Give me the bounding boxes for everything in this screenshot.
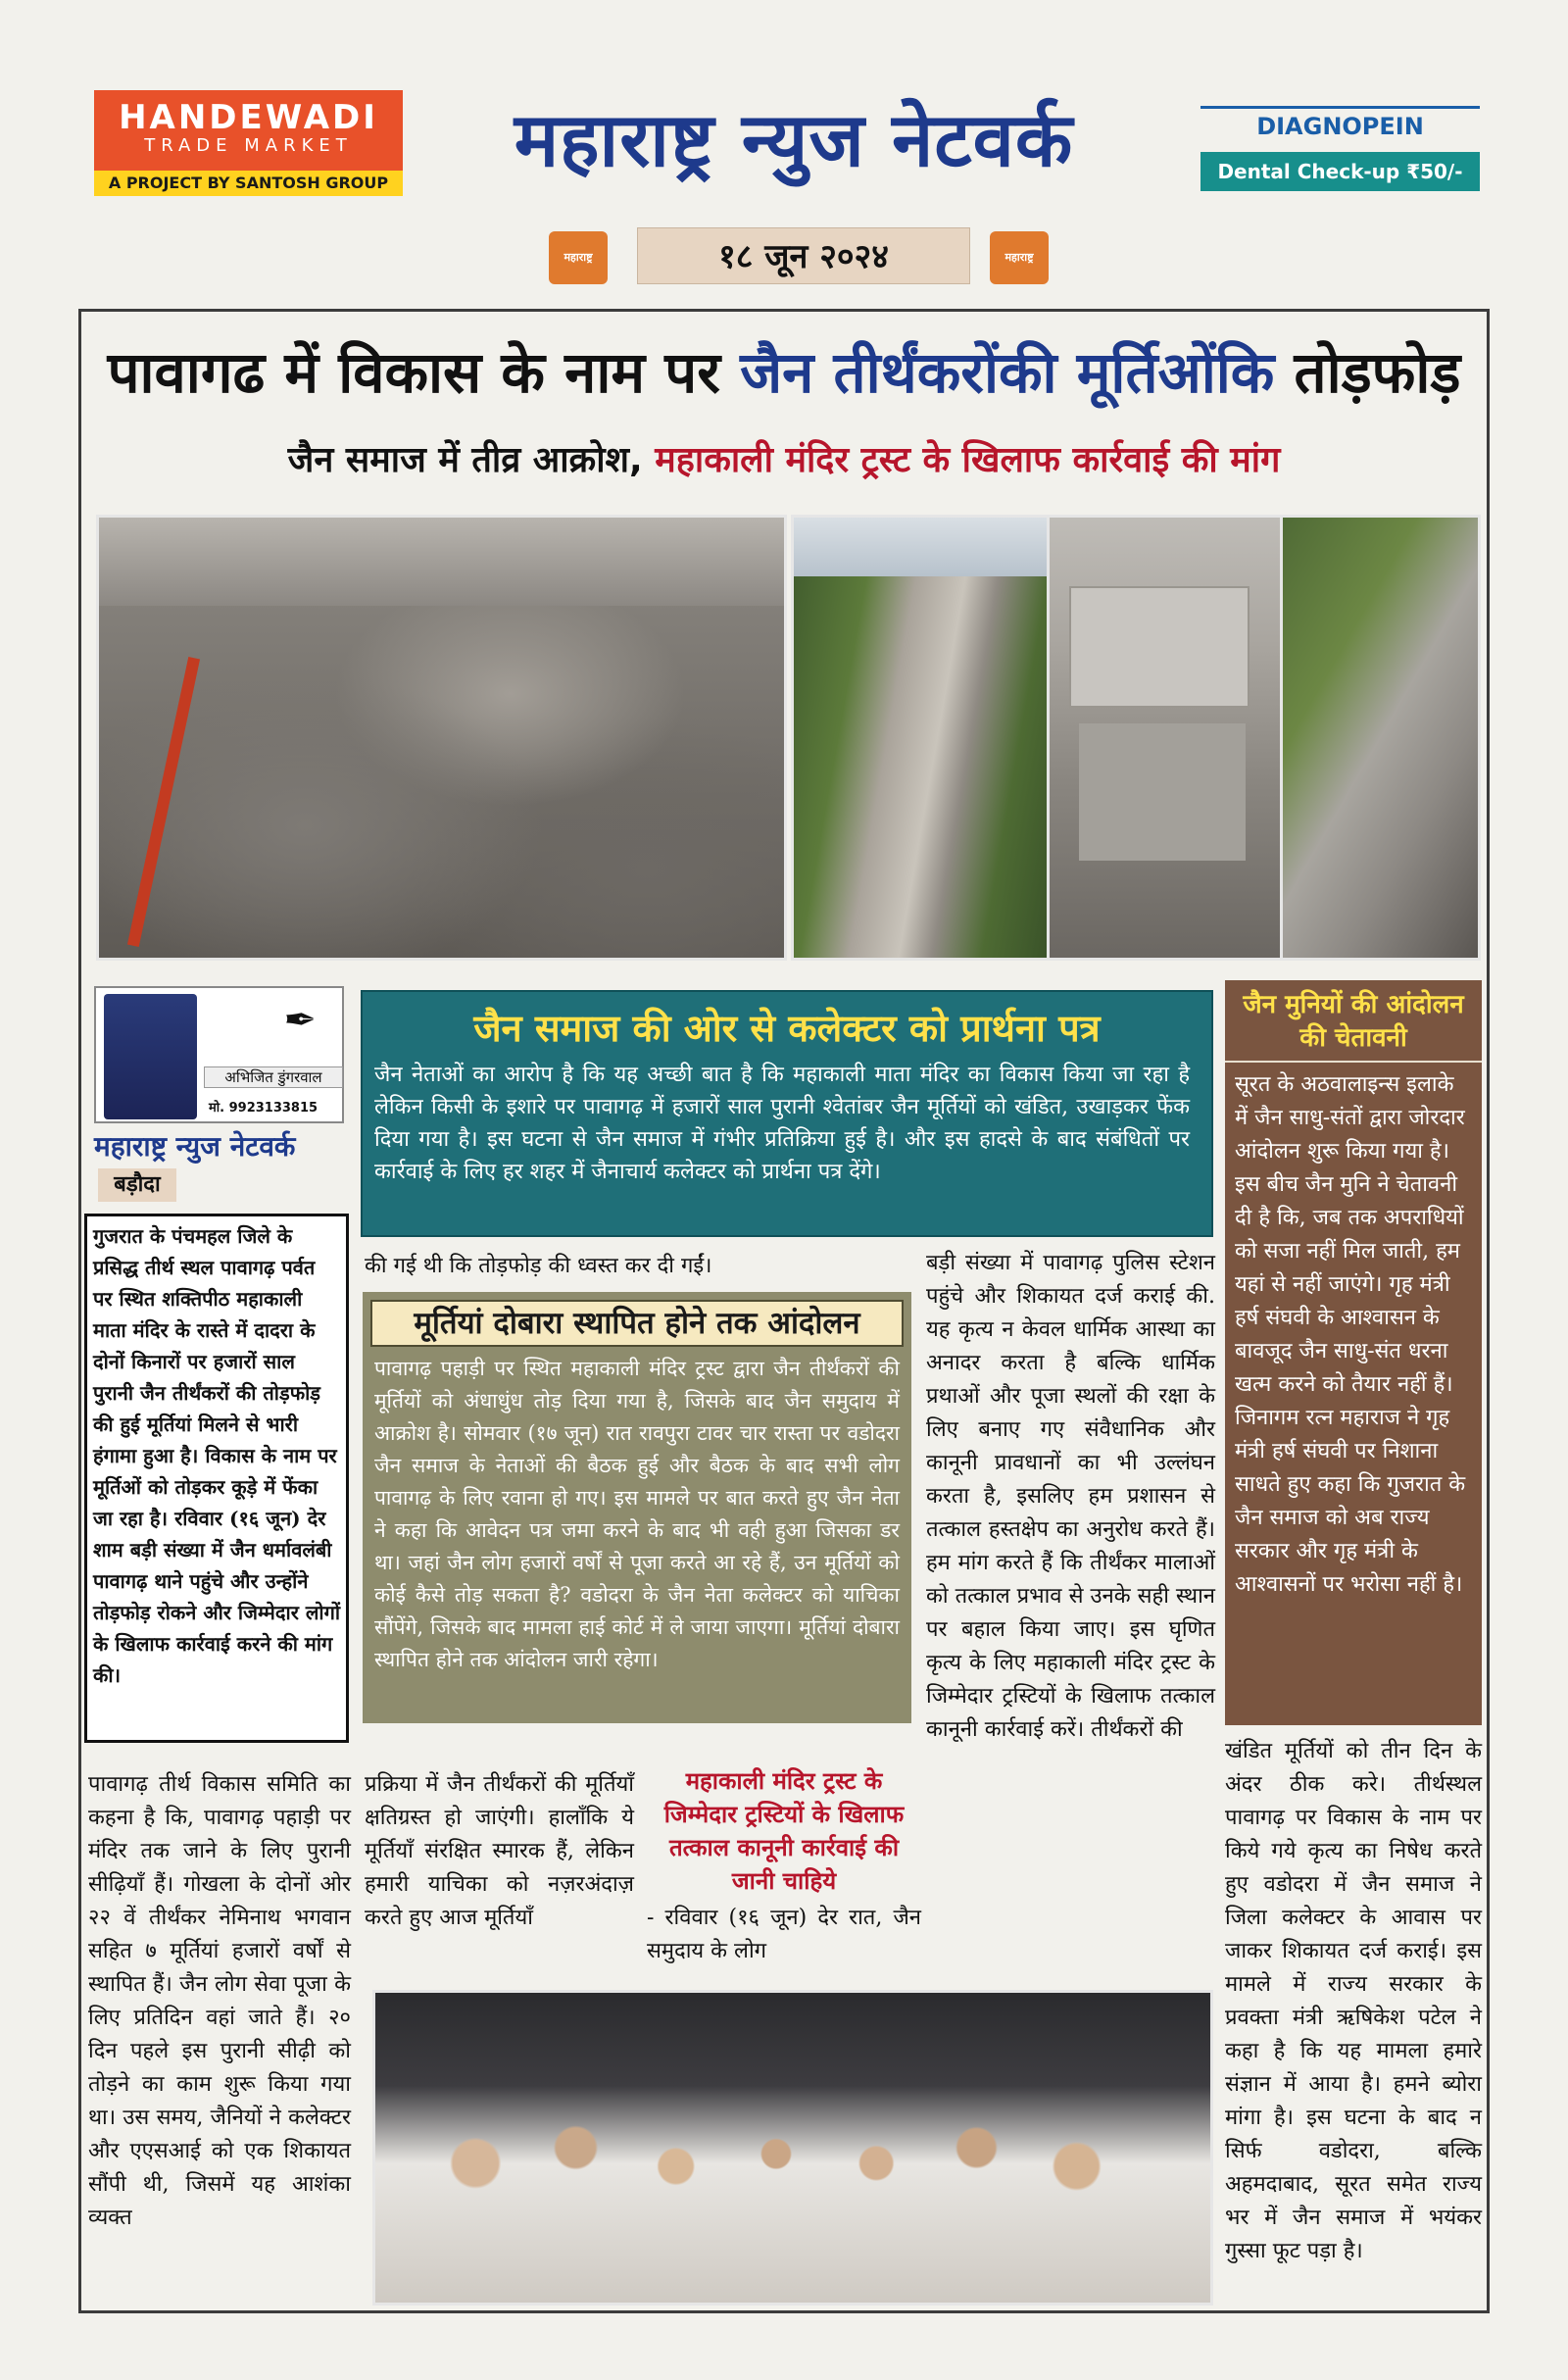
photo-jain-community-gathering: [372, 1990, 1213, 2306]
newspaper-logo-left: महाराष्ट्र: [549, 231, 608, 284]
box-body: सूरत के अठवालाइन्स इलाके में जैन साधु-संतों द्वारा जोरदार आंदोलन शुरू किया गया है। इस बीच जैन मुनि ने चेतावनी दी है कि, जब तक अपराधियों को सजा नहीं मिल जाती, हम यहां से नहीं जाएंगे। गृह मंत्री हर्ष संघवी के आश्वासन के बावजूद जैन साधु-संत धरना खत्म करने को तैयार नहीं हैं। जिनागम रत्न महाराज ने गृह मंत्री हर्ष संघवी पर निशाना साधते हुए कहा कि गुजरात के जैन समाज को अब राज्य सरकार और गृह मंत्री के आश्वासनों पर भरोसा नहीं है।: [1235, 1072, 1466, 1597]
handewadi-ad[interactable]: [94, 90, 403, 196]
headline-part2: जैन तीर्थंकरोंकी मूर्तिओंकि: [740, 339, 1275, 406]
trustee-action-heading: महाकाली मंदिर ट्रस्ट के जिम्मेदार ट्रस्टियों के खिलाफ तत्काल कानूनी कार्रवाई की जानी चाहिये: [663, 1767, 905, 1895]
photo-broken-stones: [96, 515, 787, 961]
author-card: [94, 986, 344, 1123]
collector-petition-box: [361, 990, 1213, 1237]
headline: [88, 333, 1480, 412]
ad-brand: HANDEWADI: [119, 98, 378, 137]
headline-part3: तोड़फोड़: [1274, 339, 1461, 406]
diagnopein-ad[interactable]: [1200, 106, 1480, 192]
pen-nib-icon: ✒: [283, 998, 317, 1043]
box-body: जैन नेताओं का आरोप है कि यह अच्छी बात है कि महाकाली माता मंदिर का विकास किया जा रहा है लेकिन किसी के इशारे पर पावागढ़ में हजारों साल पुरानी श्वेतांबर जैन मूर्तियों को खंडित, उखाड़कर फेंक दिया गया है। इस घटना से जैन समाज में गंभीर प्रतिक्रिया हुई है। और इस हादसे के बाद संबंधितों पर कार्रवाई के लिए हर शहर में जैनाचार्य कलेक्टर को प्रार्थना पत्र देंगे।: [374, 1063, 1190, 1184]
column-1-bottom: पावागढ़ तीर्थ विकास समिति का कहना है कि, पावागढ़ पहाड़ी पर मंदिर तक जाने के लिए पुरानी सीढ़ियाँ हैं। गोखला के दोनों ओर २२ वें तीर्थंकर नेमिनाथ भगवान सहित ७ मूर्तियां हजारों वर्षों से स्थापित हैं। जैन लोग सेवा पूजा के लिए प्रतिदिन वहां जाते हैं। २० दिन पहले इस पुरानी सीढ़ी को तोड़ने का काम शुरू किया गया था। उस समय, जैनियों ने कलेक्टर और एएसआई को एक शिकायत सौंपी थी, जिसमें यह आशंका व्यक्त: [88, 1772, 351, 2230]
intro-text: गुजरात के पंचमहल जिले के प्रसिद्ध तीर्थ स्थल पावागढ़ पर्वत पर स्थित शक्तिपीठ महाकाली माता मंदिर के रास्ते में दादरा के दोनों किनारों पर हजारों साल पुरानी जैन तीर्थंकरों की तोड़फोड़ की हुई मूर्तियां मिलने से भारी हंगामा हुआ है। विकास के नाम पर मूर्तिओं को तोड़कर कूड़े में फेंका जा रहा है। रविवार (१६ जून) देर शाम बड़ी संख्या में जैन धर्मावलंबी पावागढ़ थाने पहुंचे और उन्होंने तोड़फोड़ रोकने और जिम्मेदार लोगों के खिलाफ कार्रवाई करने की मांग की।: [93, 1224, 341, 1687]
city-tag: बड़ौदा: [98, 1168, 176, 1202]
subhead-part1: जैन समाज में तीव्र आक्रोश,: [287, 440, 656, 480]
subhead-part2: महाकाली मंदिर ट्रस्ट के खिलाफ कार्रवाई की मांग: [655, 440, 1281, 480]
column-4-bottom: खंडित मूर्तियों को तीन दिन के अंदर ठीक करे। तीर्थस्थल पावागढ़ पर विकास के नाम पर किये गये कृत्य का निषेध करते हुए वडोदरा में जैन समाज ने जिला कलेक्टर के आवास पर जाकर शिकायत दर्ज कराई। इस मामले में राज्य सरकार के प्रवक्ता मंत्री ऋषिकेश पटेल ने कहा है कि यह मामला हमारे संज्ञान में आया है। हमने ब्योरा मांगा है। इस घटना के बाद न सिर्फ वडोदरा, बल्कि अहमदाबाद, सूरत समेत राज्य भर में जैन समाज में भयंकर गुस्सा फूट पड़ा है।: [1225, 1739, 1482, 2263]
issue-date: १८ जून २०२४: [637, 227, 970, 284]
box-title: जैन समाज की ओर से कलेक्टर को प्रार्थना पत्र: [473, 1007, 1101, 1050]
monks-warning-box: [1225, 980, 1482, 1725]
ad-sub: TRADE MARKET: [144, 135, 353, 156]
column-3-top: बड़ी संख्या में पावागढ़ पुलिस स्टेशन पहुंचे और शिकायत दर्ज कराई की. यह कृत्य न केवल धार्मिक आस्था का अनादर करता है बल्कि धार्मिक प्रथाओं और पूजा स्थलों की रक्षा के लिए बनाए गए संवैधानिक और कानूनी प्रावधानों का भी उल्लंघन करता है, इसलिए हम प्रशासन से तत्काल हस्तक्षेप का अनुरोध करते हैं। हम मांग करते हैं कि तीर्थंकर मालाओं को तत्काल प्रभाव से उनके सही स्थान पर बहाल किया जाए। इस घृणित कृत्य के लिए महाकाली मंदिर ट्रस्ट के जिम्मेदार ट्रस्टियों के खिलाफ तत्काल कानूनी कार्रवाई करें। तीर्थंकरों की: [926, 1251, 1215, 1742]
author-name: अभिजित डुंगरवाल: [204, 1066, 343, 1088]
ad-brand: DIAGNOPEIN: [1200, 106, 1480, 140]
newspaper-logo-right: महाराष्ट्र: [990, 231, 1049, 284]
author-photo: [104, 994, 197, 1119]
masthead-title: महाराष्ट्र न्युज नेटवर्क: [514, 96, 1074, 183]
photo-stairway: [791, 515, 1051, 961]
subheadline: [88, 431, 1480, 490]
ad-tag: A PROJECT BY SANTOSH GROUP: [94, 171, 403, 196]
reinstall-protest-box: [363, 1292, 911, 1723]
column-2-bottom: प्रक्रिया में जैन तीर्थंकरों की मूर्तियाँ क्षतिग्रस्त हो जाएंगी। हालाँकि ये मूर्तियाँ संरक्षित स्मारक हैं, लेकिन हमारी याचिका को नज़रअंदाज़ करते हुए आज मूर्तियाँ: [365, 1772, 634, 1930]
photo-hillside-steps: [1280, 515, 1481, 961]
box-title: मूर्तियां दोबारा स्थापित होने तक आंदोलन: [370, 1300, 904, 1347]
headline-part1: पावागढ में विकास के नाम पर: [107, 339, 741, 406]
author-mobile: मो. 9923133815: [209, 1101, 318, 1116]
column-2-top: की गई थी कि तोड़फोड़ की ध्वस्त कर दी गईं।: [365, 1254, 712, 1278]
ad-offer: Dental Check-up ₹50/-: [1200, 152, 1480, 191]
photo-idol-fragments: [1047, 515, 1284, 961]
box-body: पावागढ़ पहाड़ी पर स्थित महाकाली मंदिर ट्रस्ट द्वारा जैन तीर्थंकरों की मूर्तियों को अंधाधुंध तोड़ दिया गया है, जिसके बाद जैन समुदाय में आक्रोश है। सोमवार (१७ जून) रात रावपुरा टावर चार रास्ता पर वडोदरा जैन समाज के नेताओं की बैठक हुई और बैठक के बाद सभी लोग पावागढ़ के लिए रवाना हो गए। इस मामले पर बात करते हुए जैन नेता ने कहा कि आवेदन पत्र जमा करने के बाद भी वही हुआ जिसका डर था। जहां जैन लोग हजारों वर्षों से पूजा करते आ रहे हैं, उन मूर्तियों को कोई कैसे तोड़ सकता है? वडोदरा के जैन नेता कलेक्टर को याचिका सौंपेंगे, जिसके बाद मामला हाई कोर्ट में ले जाया जाएगा। मूर्तियां दोबारा स्थापित होने तक आंदोलन जारी रहेगा।: [374, 1357, 900, 1671]
box-title: जैन मुनियों की आंदोलन की चेतावनी: [1225, 980, 1482, 1063]
intro-box: [84, 1214, 349, 1743]
network-label: महाराष्ट्र न्युज नेटवर्क: [94, 1130, 296, 1163]
column-3-bottom: - रविवार (१६ जून) देर रात, जैन समुदाय के लोग: [647, 1906, 921, 1963]
